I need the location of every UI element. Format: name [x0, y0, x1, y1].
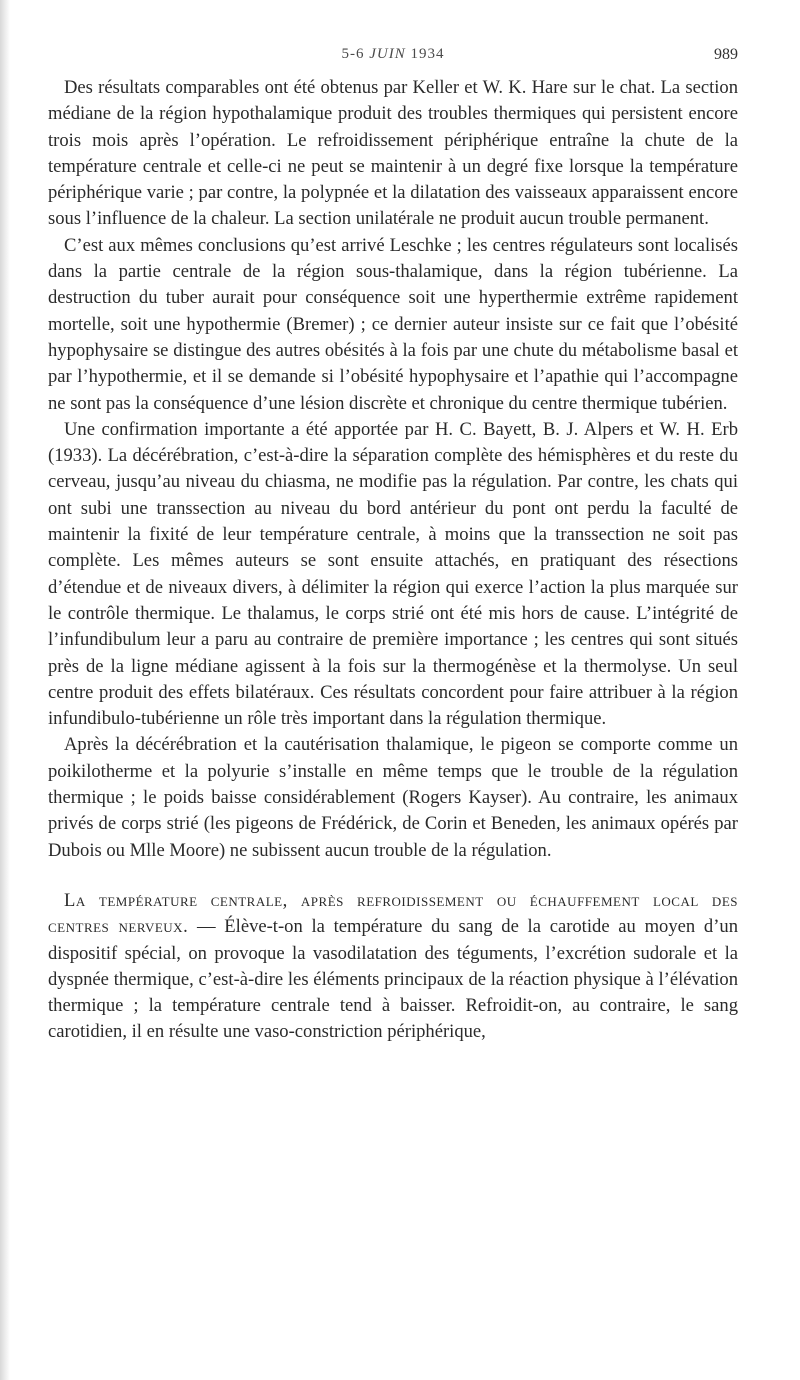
running-header	[48, 46, 738, 68]
section-text: — Élève-t-on la température du sang de la carotide au moyen d’un dispositif spécial, on provoque la vasodilatation des téguments, l’excrétion sudorale et la dyspnée thermique, c’est-à-dire les éléments principaux de la réaction physique à l’élévation thermique ; la température centrale tend à baisser. Refroidit-on, au contraire, le sang carotidien, il en résulte une vaso-constriction périphérique,	[48, 916, 738, 1043]
section-paragraph	[48, 888, 738, 1046]
paragraph-bayett-alpers-erb: Une confirmation importante a été apportée par H. C. Bayett, B. J. Alpers et W. H. Erb (1933). La décérébration, c’est-à-dire la séparation complète des hémisphères et du reste du cerveau, jusqu’au niveau du chiasma, ne modifie pas la régulation. Par contre, les chats qui ont subi une transsection au niveau du bord antérieur du pont ont perdu la faculté de maintenir la fixité de leur température centrale, à moins que la transsection ne soit pas complète. Les mêmes auteurs se sont ensuite attachés, en pratiquant des résections d’étendue et de niveaux divers, à délimiter la région qui exerce l’action la plus marquée sur le contrôle thermique. Le thalamus, le corps strié ont été mis hors de cause. L’intégrité de l’infundibulum leur a paru au contraire de première importance ; les centres qui sont situés près de la ligne médiane agissent à la fois sur la thermogénèse et la thermolyse. Un seul centre produit des effets bilatéraux. Ces résultats concordent pour faire attribuer à la région infundibulo-tubérienne un rôle très important dans la régulation thermique.	[48, 418, 738, 730]
paragraph-leschke: C’est aux mêmes conclusions qu’est arrivé Leschke ; les centres régulateurs sont localisés dans la partie centrale de la région sous-thalamique, dans la région tubérienne. La destruction du tuber aurait pour conséquence soit une hyperthermie extrême rapidement mortelle, soit une hypothermie (Bremer) ; ce dernier auteur insiste sur ce fait que l’obésité hypophysaire se distingue des autres obésités à la fois par une chute du métabolisme basal et par l’hypothermie, et il se demande si l’obésité hypophysaire et l’apathie qui l’accompagne ne sont pas la conséquence d’une lésion discrète et chronique du centre thermique tubérien.	[48, 234, 738, 414]
issue-month: JUIN	[369, 46, 406, 62]
paragraph-keller-hare: Des résultats comparables ont été obtenus par Keller et W. K. Hare sur le chat. La section médiane de la région hypothalamique produit des troubles thermiques qui persistent encore trois mois après l’opération. Le refroidissement périphérique entraîne la chute de la température centrale et celle-ci ne peut se maintenir à un degré fixe lorsque la température périphérique varie ; par contre, la polypnée et la dilatation des vaisseaux apparaissent encore sous l’influence de la chaleur. La section unilatérale ne produit aucun trouble permanent.	[48, 77, 738, 230]
page-number: 989	[714, 46, 738, 63]
section-heading: La température centrale, après refroidissement ou échauffement local des centres nerveux.	[48, 889, 738, 938]
running-header-title	[48, 46, 738, 63]
issue-days: 5-6	[341, 46, 365, 62]
paragraph-pigeon: Après la décérébration et la cautérisation thalamique, le pigeon se comporte comme un poikilotherme et la polyurie s’installe en même temps que le trouble de la régulation thermique ; le poids baisse considérablement (Rogers Kayser). Au contraire, les animaux privés de corps strié (les pigeons de Frédérick, de Corin et Beneden, les animaux opérés par Dubois ou Mlle Moore) ne subissent aucun trouble de la régulation.	[48, 734, 738, 861]
issue-year: 1934	[410, 46, 445, 62]
section-gap	[48, 864, 738, 888]
page-spine-shadow	[0, 0, 10, 1380]
body-text	[48, 75, 738, 1046]
